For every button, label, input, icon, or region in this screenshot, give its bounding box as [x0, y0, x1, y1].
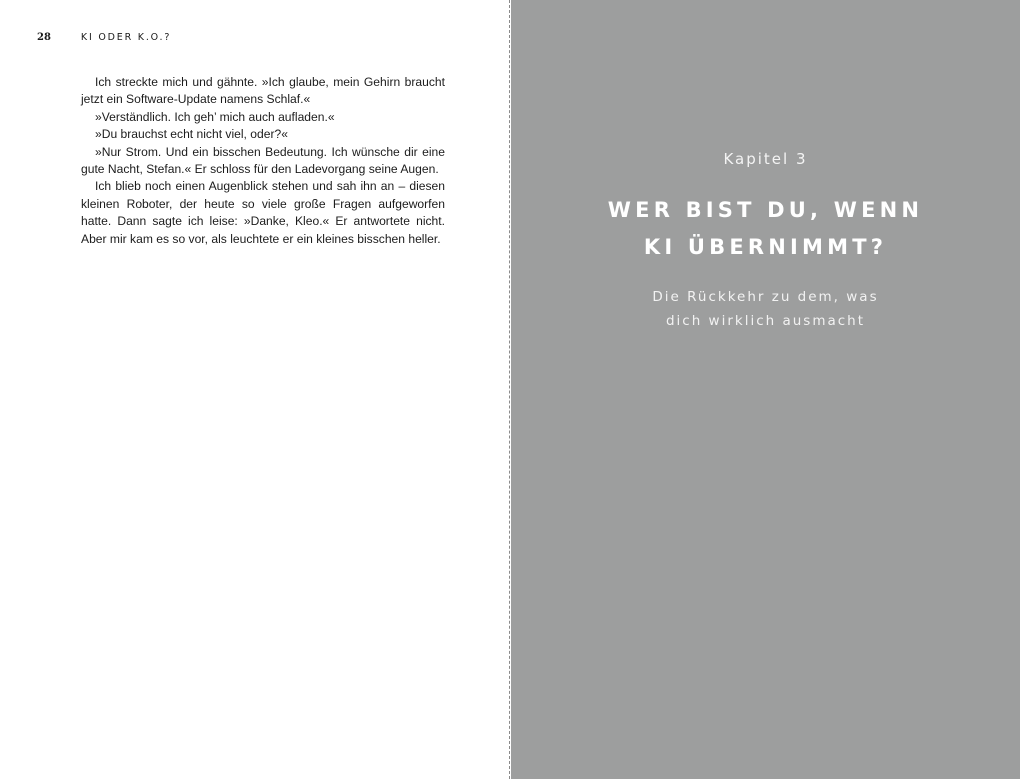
- paragraph: »Du brauchst echt nicht viel, oder?«: [95, 127, 288, 142]
- chapter-title-line: WER BIST DU, WENN: [607, 198, 924, 222]
- chapter-title-line: KI ÜBERNIMMT?: [643, 235, 888, 259]
- running-title: KI ODER K.O.?: [80, 32, 172, 43]
- chapter-subtitle-line: Die Rückkehr zu dem, was: [652, 289, 879, 305]
- running-head: [37, 32, 171, 43]
- body-text: [81, 74, 445, 248]
- paragraph: »Verständlich. Ich geh’ mich auch aufladen.«: [95, 109, 335, 124]
- right-page: [511, 0, 1020, 779]
- chapter-label: Kapitel 3: [723, 150, 808, 168]
- chapter-title: [511, 192, 1020, 266]
- paragraph: »Nur Strom. Und ein bisschen Bedeutung. Ich wünsche dir eine gute Nacht, Stefan.« Er schloss für den Ladevorgang seine Augen.: [81, 144, 445, 177]
- page-fold-divider: [509, 0, 510, 779]
- paragraph: Ich blieb noch einen Augenblick stehen und sah ihn an – diesen kleinen Roboter, der heute so viele große Fragen aufgeworfen hatte. Dann sagte ich leise: »Danke, Kleo.« Er antwortete nicht. Aber mir kam es so vor, als leuchtete er ein kleines bisschen heller.: [81, 179, 445, 246]
- paragraph: Ich streckte mich und gähnte. »Ich glaube, mein Gehirn braucht jetzt ein Software-Update namens Schlaf.«: [81, 75, 445, 107]
- chapter-subtitle: [511, 285, 1020, 333]
- chapter-subtitle-line: dich wirklich ausmacht: [665, 313, 866, 329]
- page-number: 28: [37, 32, 51, 43]
